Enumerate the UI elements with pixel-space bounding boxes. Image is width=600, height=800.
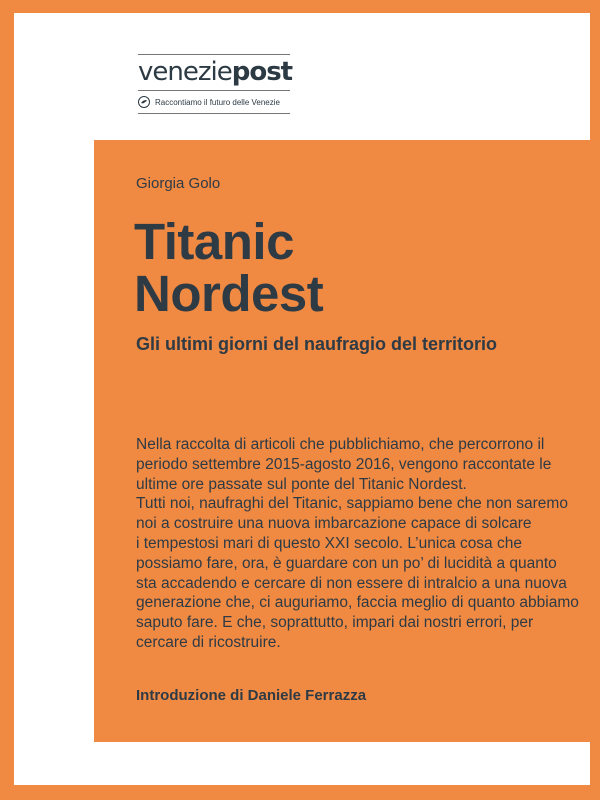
publisher-logo bbox=[138, 54, 293, 114]
blurb-paragraph bbox=[136, 435, 579, 653]
blurb-line: sta accadendo e cercare di non essere di intralcio a una nuova bbox=[136, 574, 567, 592]
bird-icon bbox=[138, 96, 150, 108]
cover-header-panel bbox=[14, 13, 590, 140]
book-title bbox=[134, 213, 324, 322]
blurb-line: saputo fare. E che, soprattutto, impari dai nostri errori, per bbox=[136, 614, 534, 632]
logo-tagline: Raccontiamo il futuro delle Venezie bbox=[155, 97, 280, 107]
logo-word-venezie: venezie bbox=[138, 57, 232, 87]
logo-bottom-rule bbox=[138, 113, 290, 114]
blurb-line: Nella raccolta di articoli che pubblichiamo, che percorrono il bbox=[136, 436, 545, 453]
blurb-line: periodo settembre 2015-agosto 2016, vengono raccontate le bbox=[136, 455, 552, 473]
logo-tagline-row bbox=[138, 91, 290, 113]
blurb-line: generazione che, ci auguriamo, faccia meglio di quanto abbiamo bbox=[136, 594, 579, 612]
blurb-line: i tempestosi mari di questo XXI secolo. L’unica cosa che bbox=[136, 534, 522, 552]
cover-left-margin bbox=[14, 140, 94, 785]
cover-bottom-margin bbox=[14, 742, 590, 785]
logo-word-post: post bbox=[231, 57, 293, 87]
blurb-line: possiamo fare, ora, è guardare con un po’ di lucidità a quanto bbox=[136, 554, 557, 572]
book-subtitle: Gli ultimi giorni del naufragio del territorio bbox=[136, 334, 498, 354]
title-line-2: Nordest bbox=[134, 265, 324, 322]
author-name: Giorgia Golo bbox=[136, 175, 221, 192]
blurb-line: noi a costruire una nuova imbarcazione capace di solcare bbox=[136, 515, 532, 533]
logo-wordmark bbox=[138, 55, 293, 90]
introduction-credit: Introduzione di Daniele Ferrazza bbox=[136, 687, 367, 704]
blurb-line: Tutti noi, naufraghi del Titanic, sappiamo bene che non saremo bbox=[136, 495, 568, 513]
blurb-line: cercare di ricostruire. bbox=[136, 633, 281, 651]
title-line-1: Titanic bbox=[134, 213, 294, 270]
blurb-line: ultime ore passate sul ponte del Titanic Nordest. bbox=[136, 475, 467, 493]
